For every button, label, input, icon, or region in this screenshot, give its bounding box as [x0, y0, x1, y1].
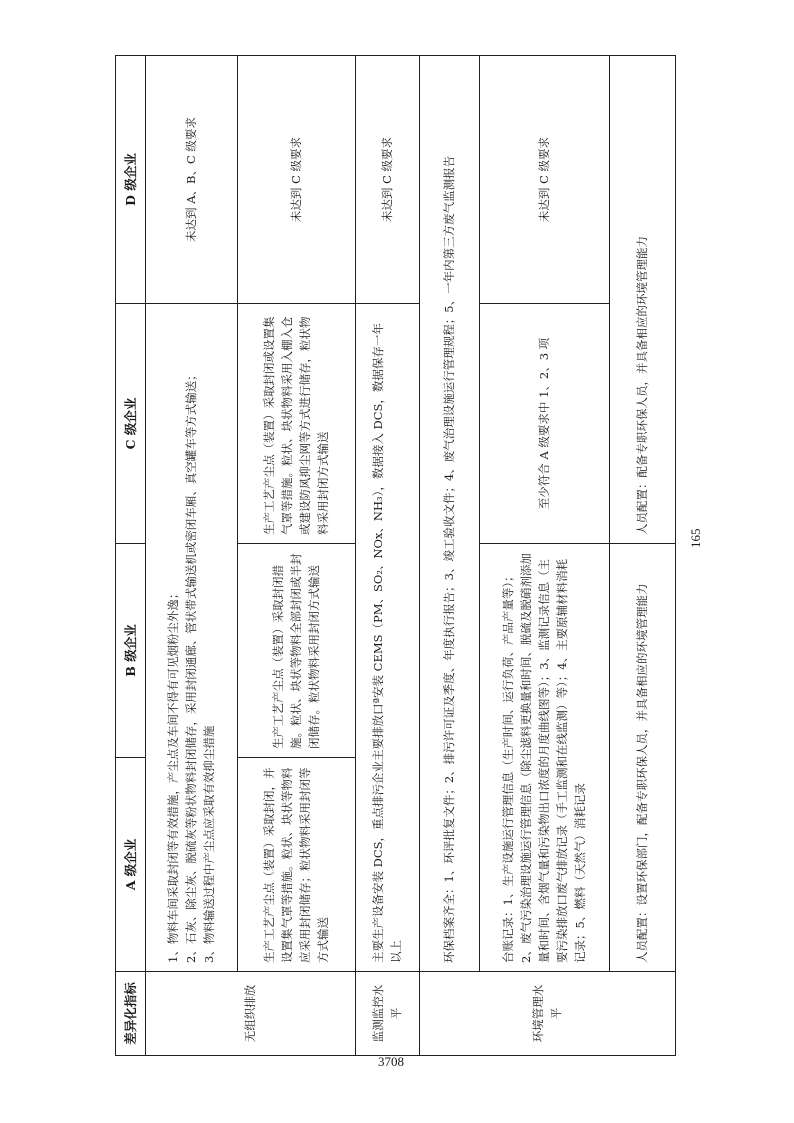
label-monitoring-level: 监测监控水平 — [356, 972, 420, 1056]
row2-c-cell: 生产工艺产尘点（装置）采取封闭或设置集气罩等措施。粒状、块状物料采用入棚入仓或建设防风抑尘网等方式进行储存，粒状物料采用封闭方式输送 — [238, 304, 356, 544]
page-number: 165 — [688, 528, 703, 548]
header-grade-d: D 级企业 — [116, 56, 146, 304]
row2-d-cell: 未达到 C 级要求 — [238, 56, 356, 304]
row1-line2: 2、石灰、除尘灰、脱硫灰等粉状物料封闭储存，采用封闭通廊、管状带式输送机或密闭车厢、真空罐车等方式输送； — [183, 369, 198, 963]
label-environment-management: 环境管理水平 — [420, 972, 676, 1056]
table-header-row — [116, 56, 146, 1056]
row5-d-cell: 未达到 C 级要求 — [480, 56, 610, 304]
row3-d-cell: 未达到 C 级要求 — [356, 56, 420, 304]
row5-ab-cell: 台账记录：1、生产设施运行管理信息（生产时间、运行负荷、产品产量等）；2、废气污染治理设施运行管理信息（除尘滤料更换量和时间、脱硫及脱硝剂添加量和时间、含烟气量和污染物出口浓度的月度曲线图等）；3、监测记录信息（主要污染排放口废气排放记录（手工监测和在线监测）等）；4、主要原辅材料消耗记录；5、燃料（天然气）消耗记录 — [480, 544, 610, 972]
table-row — [146, 56, 238, 1056]
difference-indicator-table — [115, 55, 676, 1056]
header-grade-b: B 级企业 — [116, 544, 146, 758]
table-row — [420, 56, 480, 1056]
row1-line1: 1、物料车间采取封闭等有效措施，产尘点及车间不得有可见烟粉尘外逸； — [166, 587, 181, 963]
table-row — [480, 56, 610, 1056]
row2-b-cell: 生产工艺产尘点（装置）采取封闭措施。粒状、块状等物料全部封闭或半封闭储存。粒状物料采用封闭方式输送 — [238, 544, 356, 758]
header-grade-c: C 级企业 — [116, 304, 146, 544]
row6-cd-cell: 人员配置：配备专职环保人员，并具备相应的环境管理能力 — [610, 56, 676, 544]
row1-abc-cell — [146, 304, 238, 972]
row4-all-cell: 环保档案齐全：1、环评批复文件；2、排污许可证及季度、年度执行报告；3、竣工验收文件；4、废气治理设施运行管理规程；5、一年内第三方废气监测报告 — [420, 56, 480, 972]
table-row — [610, 56, 676, 1056]
row1-d-cell: 未达到 A、B、C 级要求 — [146, 56, 238, 304]
label-unorganized-emission: 无组织排放 — [146, 972, 356, 1056]
table-row — [238, 56, 356, 1056]
table-row — [356, 56, 420, 1056]
row2-a-cell: 生产工艺产尘点（装置）采取封闭，并设置集气罩等措施。粒状、块状等物料应采用封闭储存；粒状物料采用封闭等方式输送 — [238, 758, 356, 972]
row6-ab-cell: 人员配置：设置环保部门，配备专职环保人员，并具备相应的环境管理能力 — [610, 544, 676, 972]
row3-abc-cell: 主要生产设备安装 DCS，重点排污企业主要排放口ª安装 CEMS（PM、SO₂、NOx、NH₃），数据接入 DCS，数据保存一年以上 — [356, 304, 420, 972]
page-code: 3708 — [378, 1054, 404, 1069]
header-grade-a: A 级企业 — [116, 758, 146, 972]
rotated-table-area — [115, 56, 675, 1056]
row5-c-cell: 至少符合 A 级要求中 1、2、3 项 — [480, 304, 610, 544]
header-indicator: 差异化指标 — [116, 972, 146, 1056]
row1-line3: 3、物料输送过程中产尘点应采取有效抑尘措施 — [201, 725, 216, 963]
